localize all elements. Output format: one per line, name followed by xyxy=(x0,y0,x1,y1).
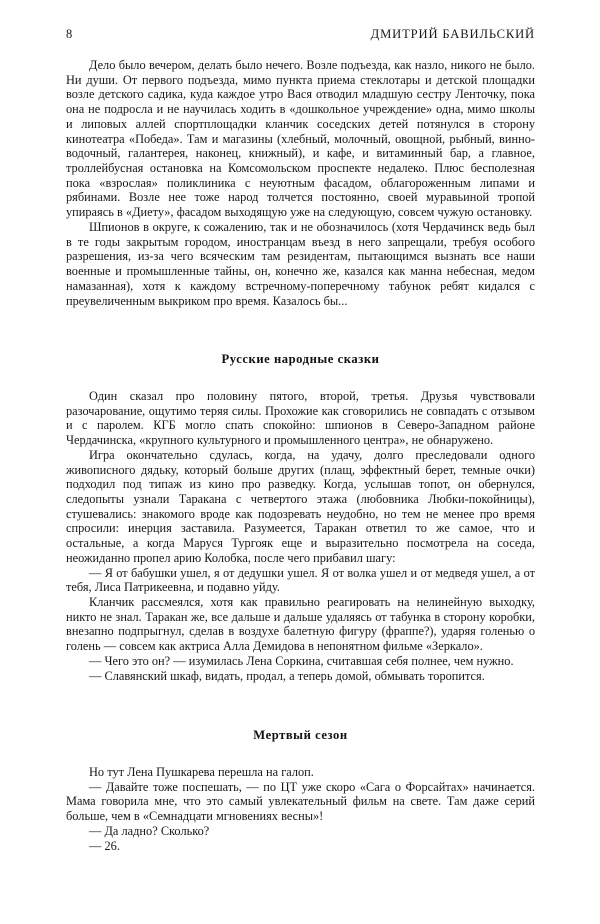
dialogue-line: — Чего это он? — изумилась Лена Соркина, считавшая себя полнее, чем нужно. xyxy=(89,653,514,668)
page-number: 8 xyxy=(66,27,73,41)
running-head-author: ДМИТРИЙ БАВИЛЬСКИЙ xyxy=(370,27,535,41)
spacer xyxy=(66,367,535,389)
paragraph: Игра окончательно сдулась, когда, на удачу, долго преследовали одного живописного дядьку, который больше других (плащ, эффектный берет, темные очки) подходил под типаж из кино про разведку. Когда, услышав топот, он обернулся, следопыты узнали Таракана с четвертого этажа (любовника Любки-покойницы), стушевались: знакомого вроде как подозревать неудобно, но тем не менее про время спросили: инерция заставила. Разумеется, Таракан ответил то же самое, что и остальные, а когда Маруся Тургояк еще и выразительно посмотрела на соседа, неожиданно пропел арию Колобка, после чего прибавил шагу: xyxy=(66,447,535,565)
dialogue-line: — Славянский шкаф, видать, продал, а теперь домой, обмывать торопится. xyxy=(89,668,485,683)
running-head xyxy=(66,28,535,44)
spacer xyxy=(66,743,535,765)
page-text-block xyxy=(66,58,535,853)
paragraph: Один сказал про половину пятого, второй, третья. Друзья чувствовали разочарование, ощутимо теряя силы. Прохожие как сговорились не совпадать с отзывом и с паролем. КГБ могло спать спокойно: шпионов в Северо-Западном районе Чердачинска, «крупного культурного и промышленного центра», не обнаружено. xyxy=(66,388,535,448)
section-heading-dead-season: Мертвый сезон xyxy=(253,728,348,743)
paragraph: Дело было вечером, делать было нечего. Возле подъезда, как назло, никого не было. Ни души. От первого подъезда, мимо пункта приема стеклотары и детской площадки возле детского садика, куда каждое утро Вася отводил младшую сестру Ленточку, пока она не подросла и не научилась ходить в «дошкольное учреждение» одна, мимо школы и липовых аллей спортплощадки кланчик соседских детей потянулся в сторону кинотеатра «Победа». Там и магазины (хлебный, молочный, овощной, рыбный, винно-водочный, галантерея, наконец, книжный), и кафе, и витаминный бар, а главное, троллейбусная остановка на Комсомольском проспекте недалеко. Плюс бесполезная пока «взрослая» поликлиника с неуютным фасадом, облагороженным липами и рябинами. Возле нее тоже народ толчется постоянно, своей муравьиной тропой упираясь в «Диету», фасадом выходящую уже на следующую, совсем чужую остановку. xyxy=(66,58,535,220)
dialogue-line: — Да ладно? Сколько? xyxy=(89,823,210,838)
spacer xyxy=(66,683,535,728)
section-heading-russian-folk-tales: Русские народные сказки xyxy=(221,352,380,367)
spacer xyxy=(66,308,535,352)
dialogue-line: — 26. xyxy=(89,838,120,853)
dialogue-line: — Давайте тоже поспешать, — по ЦТ уже скоро «Сага о Форсайтах» начинается. Мама говорила мне, что это самый увлекательный фильм на свете. Там даже серий больше, чем в «Семнадцати мгновениях весны»! xyxy=(66,779,535,824)
dialogue-line: — Я от бабушки ушел, я от дедушки ушел. Я от волка ушел и от медведя ушел, а от тебя, Лиса Патрикеевна, и подавно уйду. xyxy=(66,565,535,595)
paragraph: Кланчик рассмеялся, хотя как правильно реагировать на нелинейную выходку, никто не знал. Таракан же, все дальше и дальше удаляясь от табунка в сторону коробки, внезапно подпрыгнул, сделав в воздухе балетную фигуру (фраппе?), ударяя голенью о голень — совсем как актриса Алла Демидова в непонятном фильме «Зеркало». xyxy=(66,595,535,654)
paragraph: Шпионов в округе, к сожалению, так и не обозначилось (хотя Чердачинск ведь был в те годы закрытым городом, иностранцам въезд в него запрещали, требуя особого разрешения, из-за чего всяческим там резидентам, пытающимся вызнать все наши военные и промышленные тайны, он, конечно же, казался как манна небесная, медом намазанная), хотя к каждому встречному-поперечному табунок ребят кидался с преувеличенным выкриком про время. Казалось бы... xyxy=(66,219,535,308)
paragraph: Но тут Лена Пушкарева перешла на галоп. xyxy=(89,765,314,780)
